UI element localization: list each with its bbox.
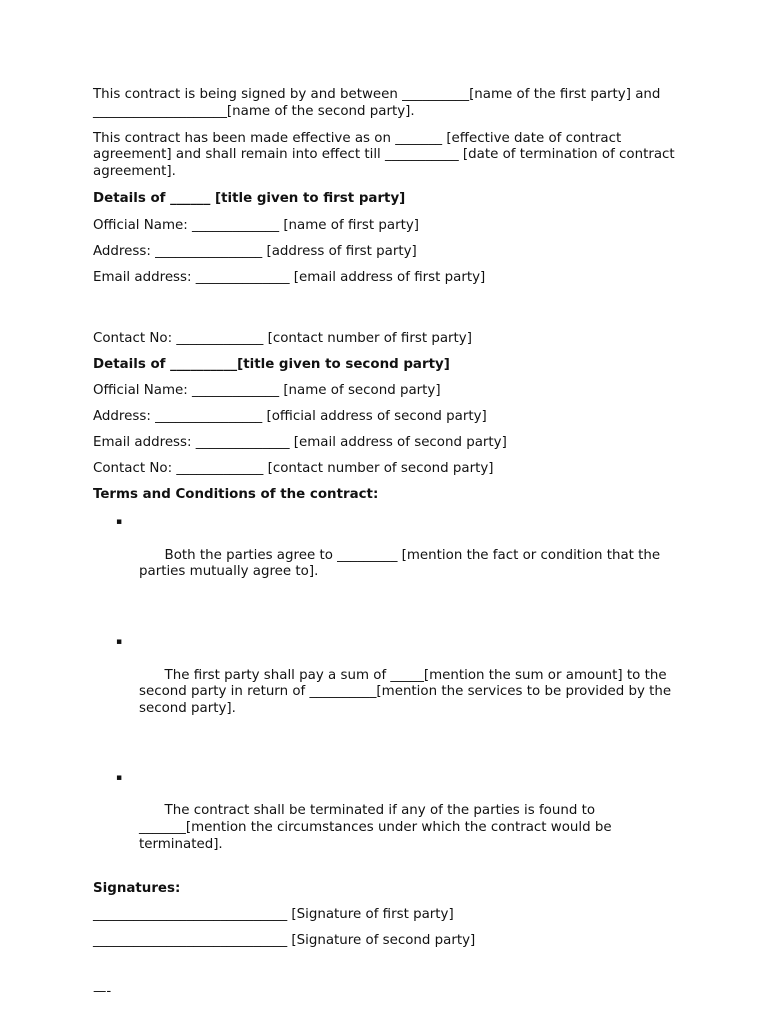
list-item xyxy=(93,514,683,598)
terms-heading: Terms and Conditions of the contract: xyxy=(93,487,379,503)
first-party-address: Address: ________________ [address of first party] xyxy=(93,243,417,259)
second-party-official-name: Official Name: _____________ [name of second party] xyxy=(93,383,441,399)
second-party-heading: Details of __________[title given to second party] xyxy=(93,356,450,372)
signature-second-party: _____________________________ [Signature of second party] xyxy=(93,933,476,949)
first-party-heading: Details of ______ [title given to first party] xyxy=(93,190,406,206)
intro-effective-date-paragraph: This contract has been made effective as on _______ [effective date of contract agreement] and shall remain into effect till ___________ [date of termination of contract agreement]. xyxy=(93,130,679,180)
bullet-icon: ▪ xyxy=(116,517,123,528)
first-party-email: Email address: ______________ [email address of first party] xyxy=(93,269,486,285)
bullet-icon: ▪ xyxy=(116,772,123,783)
bullet-icon: ▪ xyxy=(116,637,123,648)
term-text: Both the parties agree to _________ [mention the fact or condition that the parties mutually agree to]. xyxy=(139,547,665,580)
term-text: The first party shall pay a sum of _____[mention the sum or amount] to the second party in return of __________[mention the services to be provided by the second party]. xyxy=(139,667,676,717)
first-party-contact: Contact No: _____________ [contact number of first party] xyxy=(93,330,472,346)
list-item xyxy=(93,770,683,871)
second-party-contact: Contact No: _____________ [contact number of second party] xyxy=(93,461,494,477)
intro-parties-paragraph: This contract is being signed by and between __________[name of the first party] and ____________________[name of the second party]. xyxy=(93,87,665,119)
list-item xyxy=(93,634,683,735)
terms-list xyxy=(93,514,683,871)
second-party-address: Address: ________________ [official address of second party] xyxy=(93,409,487,425)
second-party-email: Email address: ______________ [email address of second party] xyxy=(93,435,507,451)
first-party-official-name: Official Name: _____________ [name of first party] xyxy=(93,217,419,233)
end-mark: —- xyxy=(93,984,112,1000)
signature-first-party: _____________________________ [Signature of first party] xyxy=(93,907,454,923)
signatures-heading: Signatures: xyxy=(93,880,181,896)
term-text: The contract shall be terminated if any of the parties is found to _______[mention the circumstances under which the contract would be terminated]. xyxy=(139,803,616,853)
contract-document xyxy=(93,87,683,1001)
